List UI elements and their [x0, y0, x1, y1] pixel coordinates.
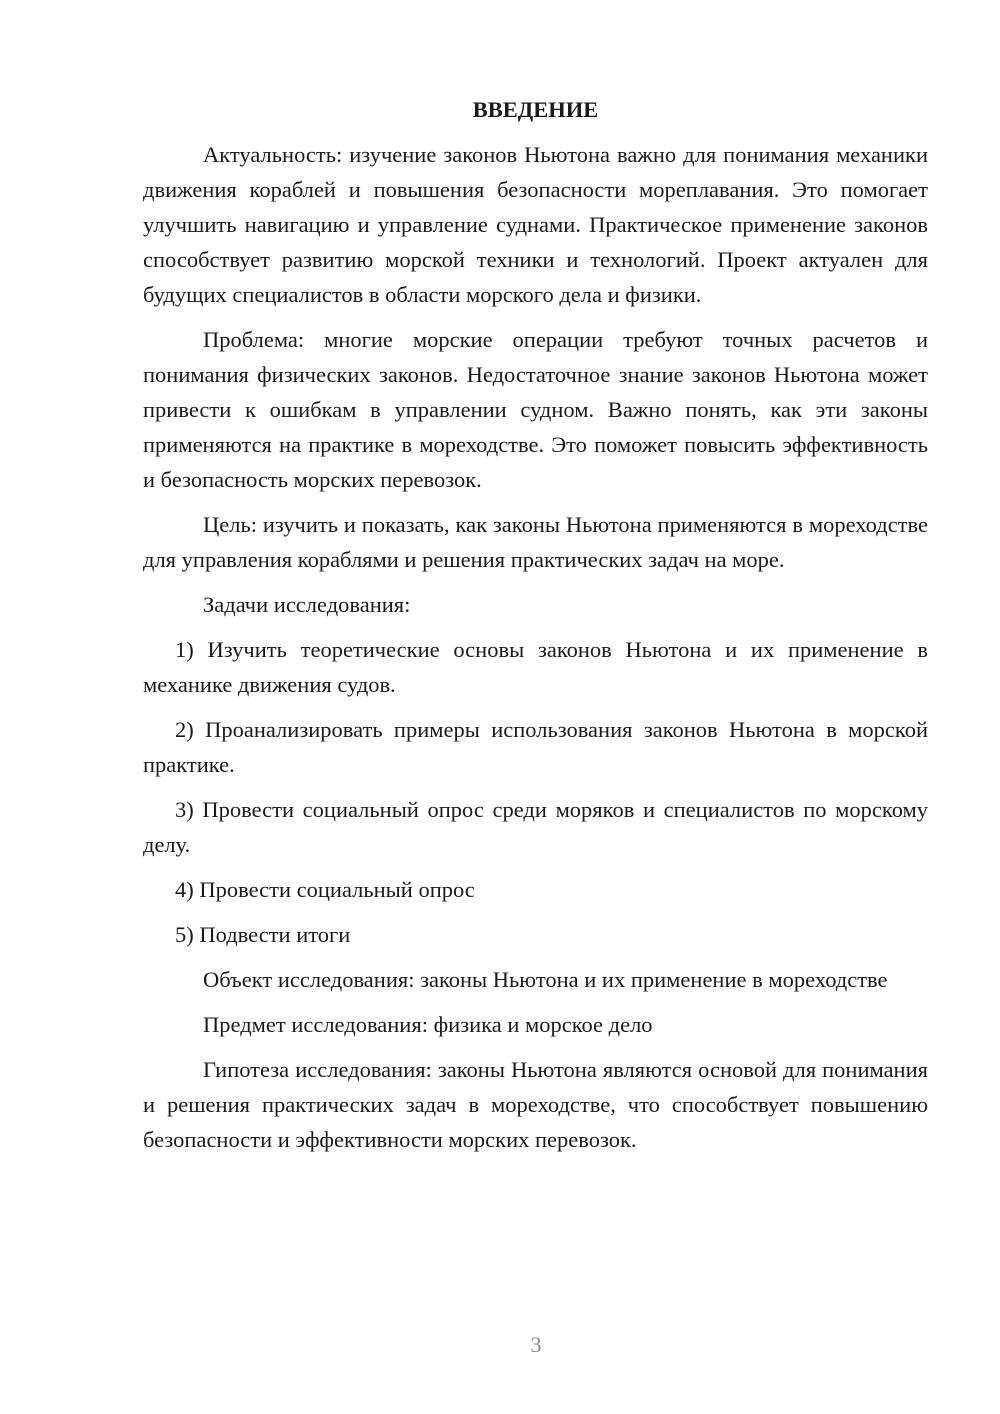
task-item-3: 3) Провести социальный опрос среди моряков и специалистов по морскому делу. [143, 797, 928, 857]
task-item-5: 5) Подвести итоги [175, 922, 351, 947]
task-item-2: 2) Проанализировать примеры использования законов Ньютона в морской практике. [143, 717, 928, 777]
task-item-4: 4) Провести социальный опрос [175, 877, 475, 902]
paragraph-relevance: Актуальность: изучение законов Ньютона важно для понимания механики движения кораблей и повышения безопасности мореплавания. Это помогает улучшить навигацию и управление суднами. Практическое применение законов способствует развитию морской техники и технологий. Проект актуален для будущих специалистов в области морского дела и физики. [143, 142, 928, 307]
paragraph-hypothesis: Гипотеза исследования: законы Ньютона являются основой для понимания и решения практических задач в мореходстве, что способствует повышению безопасности и эффективности морских перевозок. [143, 1057, 928, 1152]
page-title: ВВЕДЕНИЕ [472, 97, 599, 122]
task-item-1: 1) Изучить теоретические основы законов Ньютона и их применение в механике движения судов. [143, 637, 928, 697]
document-page [143, 95, 928, 1167]
paragraph-goal: Цель: изучить и показать, как законы Ньютона применяются в мореходстве для управления кораблями и решения практических задач на море. [143, 512, 928, 572]
paragraph-tasks-heading: Задачи исследования: [203, 592, 411, 617]
page-number: 3 [530, 1332, 542, 1357]
paragraph-subject: Предмет исследования: физика и морское дело [203, 1012, 653, 1037]
paragraph-problem: Проблема: многие морские операции требуют точных расчетов и понимания физических законов. Недостаточное знание законов Ньютона может привести к ошибкам в управлении судном. Важно понять, как эти законы применяются на практике в мореходстве. Это поможет повысить эффективность и безопасность морских перевозок. [143, 327, 928, 492]
paragraph-object: Объект исследования: законы Ньютона и их применение в мореходстве [203, 967, 888, 992]
